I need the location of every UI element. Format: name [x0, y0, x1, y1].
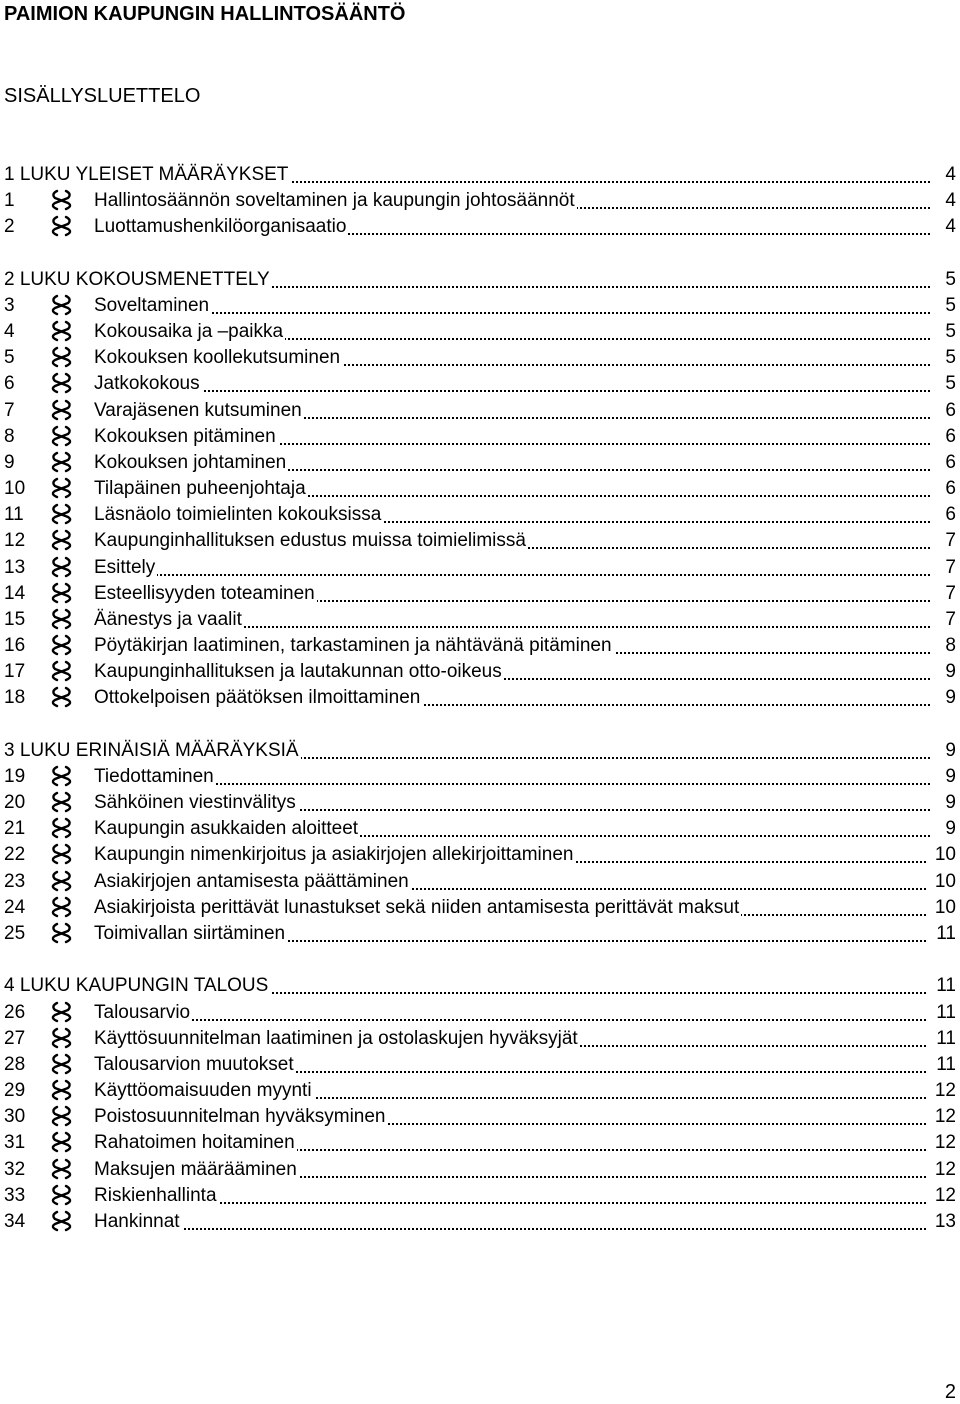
toc-section-title: Äänestys ja vaalit	[94, 608, 242, 630]
toc-page-number: 5	[943, 345, 956, 371]
paragraph-sign-icon	[48, 1158, 75, 1180]
paragraph-sign-icon	[48, 1131, 75, 1153]
paragraph-sign-icon	[48, 399, 75, 421]
toc-section-number: 15	[4, 608, 26, 630]
paragraph-sign-icon	[48, 294, 75, 316]
toc-page-number: 6	[943, 450, 956, 476]
toc-section-entry[interactable]	[4, 869, 956, 895]
toc-page-number: 7	[943, 607, 956, 633]
paragraph-sign-icon	[48, 765, 75, 787]
toc-section-entry[interactable]	[4, 319, 956, 345]
toc-section-number: 4	[4, 321, 15, 343]
toc-section-entry[interactable]	[4, 1209, 956, 1235]
toc-section-entry[interactable]	[4, 816, 956, 842]
toc-section-title: Kokouksen johtaminen	[94, 451, 287, 473]
toc-page-number: 9	[943, 685, 956, 711]
toc-section-entry[interactable]	[4, 424, 956, 450]
paragraph-sign-icon	[48, 817, 75, 839]
toc-page-number: 4	[943, 162, 956, 188]
paragraph-sign-icon	[48, 503, 75, 525]
paragraph-sign-icon	[48, 425, 75, 447]
toc-section-entry[interactable]	[4, 214, 956, 240]
toc-page-number: 6	[943, 502, 956, 528]
toc-page-number: 12	[933, 1157, 956, 1183]
toc-section-number: 14	[4, 582, 26, 604]
toc-section-number: 22	[4, 844, 26, 866]
paragraph-sign-icon	[48, 922, 75, 944]
toc-section-title: Kaupungin asukkaiden aloitteet	[94, 818, 359, 840]
toc-page-number: 9	[943, 790, 956, 816]
toc-page-number: 6	[943, 398, 956, 424]
paragraph-sign-icon	[48, 320, 75, 342]
toc-page-number: 12	[933, 1130, 956, 1156]
toc-chapter-title: 3 LUKU ERINÄISIÄ MÄÄRÄYKSIÄ	[4, 739, 299, 761]
toc-section-title: Jatkokokous	[94, 373, 200, 395]
toc-section-entry[interactable]	[4, 1183, 956, 1209]
toc-section-entry[interactable]	[4, 764, 956, 790]
toc-page-number: 6	[943, 424, 956, 450]
toc-section-number: 12	[4, 530, 26, 552]
toc-page-number: 5	[943, 293, 956, 319]
toc-section-title: Ottokelpoisen päätöksen ilmoittaminen	[94, 687, 421, 709]
toc-section-title: Läsnäolo toimielinten kokouksissa	[94, 504, 382, 526]
toc-section-title: Kaupunginhallituksen edustus muissa toimielimissä	[94, 530, 526, 552]
toc-section-number: 29	[4, 1080, 26, 1102]
toc-section-number: 31	[4, 1132, 26, 1154]
paragraph-sign-icon	[48, 451, 75, 473]
paragraph-sign-icon	[48, 1027, 75, 1049]
toc-section-number: 18	[4, 687, 26, 709]
toc-section-title: Talousarvion muutokset	[94, 1053, 294, 1075]
toc-section-title: Tilapäinen puheenjohtaja	[94, 478, 306, 500]
toc-section-entry[interactable]	[4, 633, 956, 659]
toc-chapter-title: 2 LUKU KOKOUSMENETTELY	[4, 268, 270, 290]
paragraph-sign-icon	[48, 582, 75, 604]
paragraph-sign-icon	[48, 1105, 75, 1127]
toc-section-entry[interactable]	[4, 1078, 956, 1104]
toc-section-number: 1	[4, 190, 15, 212]
toc-section-number: 17	[4, 661, 26, 683]
toc-section-number: 19	[4, 765, 26, 787]
toc-page-number: 12	[933, 1078, 956, 1104]
toc-section-entry[interactable]	[4, 685, 956, 711]
toc-section-number: 26	[4, 1001, 26, 1023]
paragraph-sign-icon	[48, 215, 75, 237]
toc-section-title: Talousarvio	[94, 1001, 191, 1023]
toc-section-title: Kokouksen pitäminen	[94, 425, 276, 447]
toc-section-entry[interactable]	[4, 188, 956, 214]
toc-page-number: 7	[943, 555, 956, 581]
toc-page-number: 10	[933, 869, 956, 895]
toc-page-number: 7	[943, 528, 956, 554]
toc-page-number: 6	[943, 476, 956, 502]
toc-chapter-title: 4 LUKU KAUPUNGIN TALOUS	[4, 975, 269, 997]
paragraph-sign-icon	[48, 372, 75, 394]
toc-section-title: Kokousaika ja –paikka	[94, 321, 284, 343]
paragraph-sign-icon	[48, 608, 75, 630]
toc-section-entry[interactable]	[4, 293, 956, 319]
toc-page-number: 5	[943, 371, 956, 397]
paragraph-sign-icon	[48, 1079, 75, 1101]
toc-page-number: 8	[943, 633, 956, 659]
toc-page-number: 11	[934, 1000, 956, 1026]
toc-section-number: 20	[4, 792, 26, 814]
toc-section-title: Käyttöomaisuuden myynti	[94, 1080, 312, 1102]
toc-section-number: 8	[4, 425, 15, 447]
paragraph-sign-icon	[48, 686, 75, 708]
toc-section-title: Hallintosäännön soveltaminen ja kaupungin johtosäännöt	[94, 190, 575, 212]
toc-section-number: 32	[4, 1158, 26, 1180]
toc-section-title: Kaupungin nimenkirjoitus ja asiakirjojen allekirjoittaminen	[94, 844, 574, 866]
toc-section-entry[interactable]	[4, 842, 956, 868]
toc-section-number: 9	[4, 451, 15, 473]
toc-section-entry[interactable]	[4, 607, 956, 633]
toc-section-entry[interactable]	[4, 895, 956, 921]
toc-section-title: Pöytäkirjan laatiminen, tarkastaminen ja nähtävänä pitäminen	[94, 635, 612, 657]
paragraph-sign-icon	[48, 870, 75, 892]
toc-page-number: 9	[943, 764, 956, 790]
toc-section-title: Poistosuunnitelman hyväksyminen	[94, 1106, 386, 1128]
toc-section-title: Soveltaminen	[94, 294, 210, 316]
toc-section-entry[interactable]	[4, 502, 956, 528]
toc-chapter-entry[interactable]	[4, 162, 956, 188]
toc-chapter-entry[interactable]	[4, 973, 956, 999]
toc-section-number: 13	[4, 556, 26, 578]
paragraph-sign-icon	[48, 1210, 75, 1232]
toc-page-number: 5	[943, 319, 956, 345]
toc-section-number: 25	[4, 922, 26, 944]
toc-section-title: Riskienhallinta	[94, 1184, 217, 1206]
toc-page-number: 10	[933, 842, 956, 868]
toc-chapter-title: 1 LUKU YLEISET MÄÄRÄYKSET	[4, 164, 289, 185]
toc-page-number: 9	[943, 816, 956, 842]
toc-page-number: 11	[934, 1026, 956, 1052]
paragraph-sign-icon	[48, 346, 75, 368]
toc-section-number: 24	[4, 896, 26, 918]
toc-section-number: 33	[4, 1184, 26, 1206]
page-number: 2	[944, 1381, 956, 1403]
toc-page-number: 9	[943, 659, 956, 685]
toc-section-title: Asiakirjoista perittävät lunastukset sekä niiden antamisesta perittävät maksut	[94, 896, 740, 918]
paragraph-sign-icon	[48, 477, 75, 499]
toc-section-entry[interactable]	[4, 1130, 956, 1156]
toc-section-entry[interactable]	[4, 921, 956, 947]
toc-section-entry[interactable]	[4, 398, 956, 424]
toc-section-title: Hankinnat	[94, 1210, 180, 1232]
toc-page-number: 7	[943, 581, 956, 607]
toc-section-title: Luottamushenkilöorganisaatio	[94, 216, 347, 238]
paragraph-sign-icon	[48, 660, 75, 682]
toc-page-number: 11	[934, 921, 956, 947]
toc-section-entry[interactable]	[4, 1026, 956, 1052]
toc-page-number: 13	[933, 1209, 956, 1235]
toc-section-entry[interactable]	[4, 1157, 956, 1183]
toc-section-number: 11	[4, 504, 24, 526]
toc-page-number: 4	[943, 214, 956, 240]
toc-section-title: Esittely	[94, 556, 156, 578]
toc-section-entry[interactable]	[4, 1052, 956, 1078]
paragraph-sign-icon	[48, 1053, 75, 1075]
toc-page-number: 12	[933, 1104, 956, 1130]
paragraph-sign-icon	[48, 896, 75, 918]
paragraph-sign-icon	[48, 1001, 75, 1023]
paragraph-sign-icon	[48, 189, 75, 211]
toc-page-number: 4	[943, 188, 956, 214]
toc-section-title: Kokouksen koollekutsuminen	[94, 347, 341, 369]
toc-section-entry[interactable]	[4, 581, 956, 607]
toc-section-number: 30	[4, 1106, 26, 1128]
toc-page-number: 12	[933, 1183, 956, 1209]
toc-section-title: Maksujen määrääminen	[94, 1158, 297, 1180]
toc-page-number: 5	[943, 267, 956, 293]
toc-section-number: 23	[4, 870, 26, 892]
toc-section-number: 34	[4, 1210, 26, 1232]
paragraph-sign-icon	[48, 791, 75, 813]
toc-chapter-entry[interactable]	[4, 738, 956, 764]
toc-section-entry[interactable]	[4, 476, 956, 502]
toc-section-title: Asiakirjojen antamisesta päättäminen	[94, 870, 409, 892]
toc-section-entry[interactable]	[4, 555, 956, 581]
toc-section-number: 3	[4, 294, 15, 316]
toc-section-number: 28	[4, 1053, 26, 1075]
toc-section-title: Toimivallan siirtäminen	[94, 922, 286, 944]
toc-section-entry[interactable]	[4, 371, 956, 397]
toc-section-number: 16	[4, 635, 26, 657]
toc-page-number: 11	[934, 1052, 956, 1078]
paragraph-sign-icon	[48, 634, 75, 656]
toc-section-entry[interactable]	[4, 659, 956, 685]
paragraph-sign-icon	[48, 843, 75, 865]
paragraph-sign-icon	[48, 529, 75, 551]
paragraph-sign-icon	[48, 556, 75, 578]
toc-page-number: 10	[933, 895, 956, 921]
toc-section-number: 27	[4, 1027, 26, 1049]
toc-section-number: 21	[4, 818, 26, 840]
toc-section-entry[interactable]	[4, 790, 956, 816]
toc-section-title: Kaupunginhallituksen ja lautakunnan otto-oikeus	[94, 661, 502, 683]
toc-section-number: 2	[4, 216, 15, 238]
table-of-contents	[4, 162, 956, 1235]
toc-section-title: Esteellisyyden toteaminen	[94, 582, 315, 604]
toc-heading: SISÄLLYSLUETTELO	[4, 85, 201, 107]
toc-section-title: Käyttösuunnitelman laatiminen ja ostolaskujen hyväksyjät	[94, 1027, 578, 1049]
toc-section-entry[interactable]	[4, 1000, 956, 1026]
toc-page-number: 9	[943, 738, 956, 764]
toc-section-title: Tiedottaminen	[94, 765, 214, 787]
paragraph-sign-icon	[48, 1184, 75, 1206]
toc-section-title: Rahatoimen hoitaminen	[94, 1132, 295, 1154]
toc-section-title: Sähköinen viestinvälitys	[94, 792, 296, 814]
toc-page-number: 11	[934, 973, 956, 999]
document-title: PAIMION KAUPUNGIN HALLINTOSÄÄNTÖ	[4, 3, 406, 25]
toc-section-number: 10	[4, 478, 26, 500]
toc-section-number: 5	[4, 347, 15, 369]
toc-section-number: 6	[4, 373, 15, 395]
toc-section-entry[interactable]	[4, 345, 956, 371]
toc-section-entry[interactable]	[4, 1104, 956, 1130]
toc-chapter-entry[interactable]	[4, 267, 956, 293]
toc-section-entry[interactable]	[4, 450, 956, 476]
toc-section-entry[interactable]	[4, 528, 956, 554]
toc-section-title: Varajäsenen kutsuminen	[94, 399, 302, 421]
toc-section-number: 7	[4, 399, 15, 421]
